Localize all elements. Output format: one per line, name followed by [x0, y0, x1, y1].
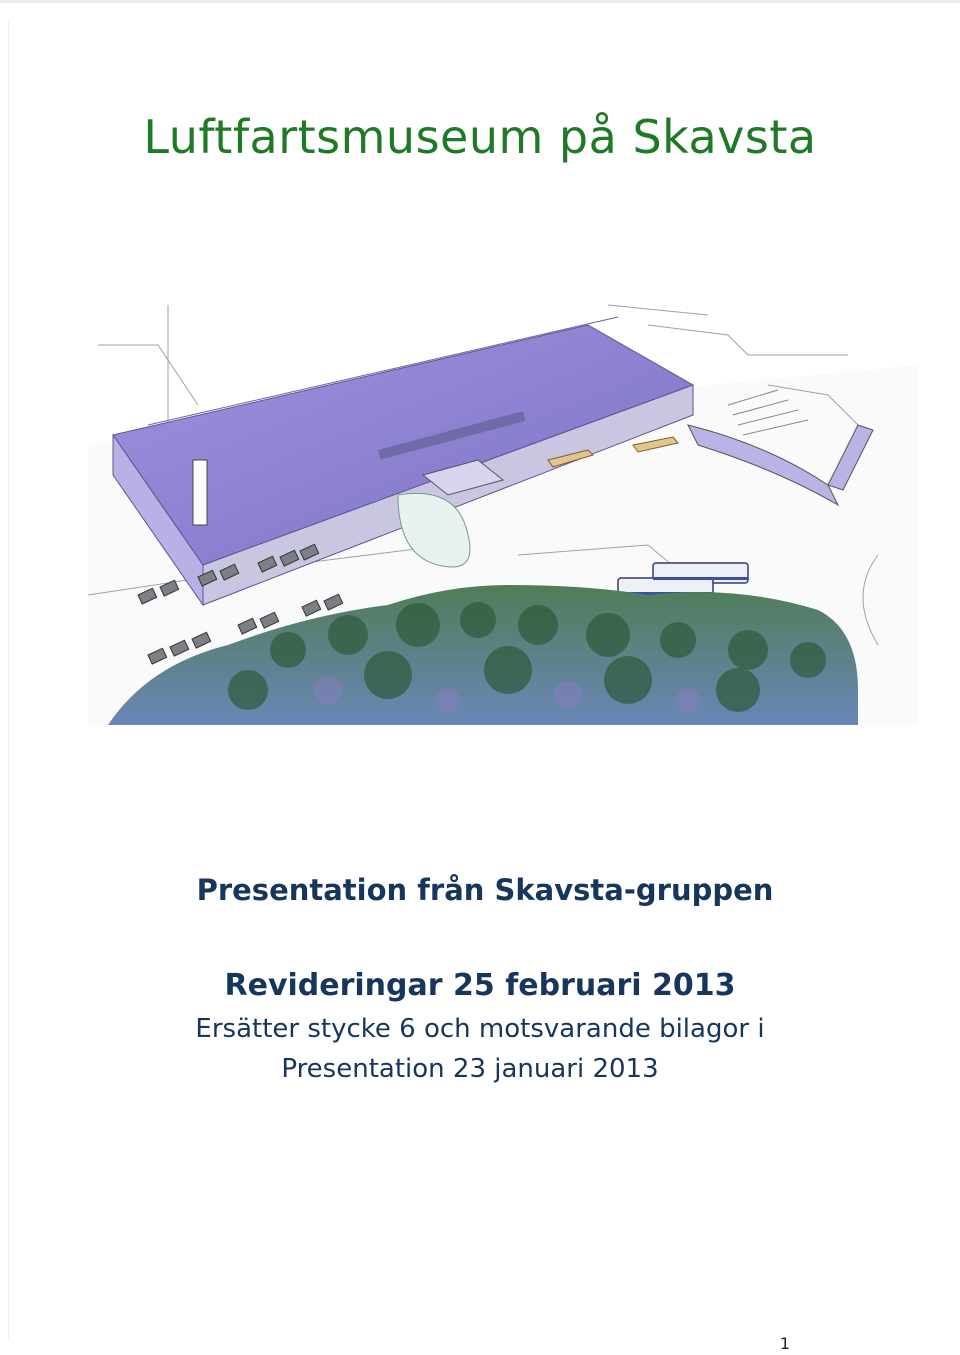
replaces-text-line-2: Presentation 23 januari 2013 [281, 1054, 659, 1084]
replaces-text-line-1: Ersätter stycke 6 och motsvarande bilagor i [195, 1014, 765, 1044]
page-number: 1 [779, 1334, 791, 1353]
document-title: Luftfartsmuseum på Skavsta [143, 110, 817, 164]
building-sign [193, 460, 207, 525]
museum-rendering [88, 295, 918, 725]
presenter-line: Presentation från Skavsta-gruppen [196, 873, 774, 907]
scan-edge [0, 0, 960, 3]
revision-heading: Revideringar 25 februari 2013 [224, 968, 736, 1003]
scan-edge [8, 20, 9, 1340]
